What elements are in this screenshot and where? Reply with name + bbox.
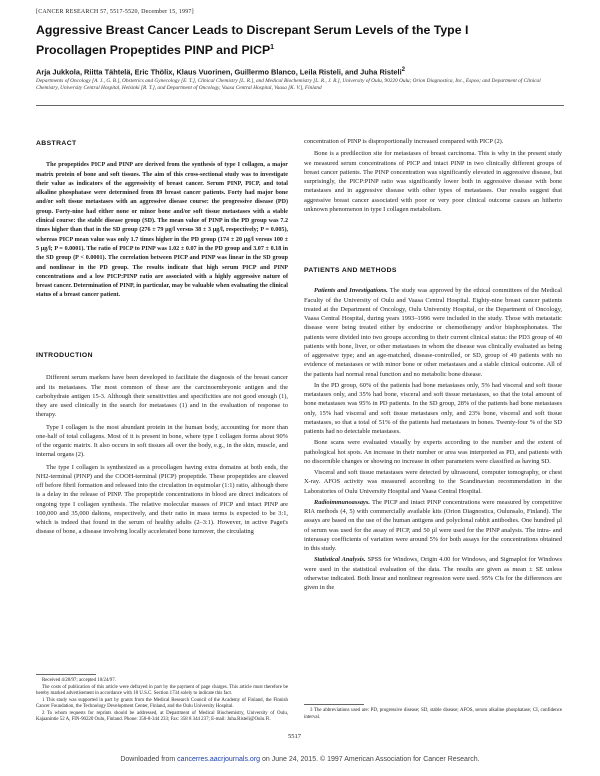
title-text: Aggressive Breast Cancer Leads to Discrepant Serum Levels of the Type I Procollagen Propeptides PINP and PICP [36,23,469,58]
methods-paragraph [304,498,562,554]
download-footer [0,756,600,763]
methods-paragraph: Bone scans were evaluated visually by experts according to the number and the extent of pathological hot spots. An increase in their number or area was interpreted as PD, and patients with no discernible changes or showing no increase in other parameters were classified as having SD. [304,439,562,465]
right-column [304,137,562,214]
abbreviations-text: 3 The abbreviations used are: PD, progressive disease; SD, stable disease; AFOS, serum alkaline phosphatase; CI, confidence interval. [304,708,562,720]
intro-paragraph: The type I collagen is synthesized as a procollagen having extra domains at both ends, the NH2-terminal (PINP) and the COOH-terminal (PICP) propeptide. These propeptides are cleaved off before fibril formation and released into the circulation in equimolar (1:1) ratio, although there is a delay in the release of PINP. The propeptide concentrations in blood are direct indicators of ongoing type I collagen synthesis. The relative molecular masses of PICP and intact PINP are 100,000 and 35,000 daltons, respectively, and their ratio in mass terms is expected to be 3:1, which is indeed that found in the serum of healthy adults (2–3:1). However, in active Paget's disease of bone, a disease involving locally accelerated bone turnover, the circulating [36,463,288,536]
methods-paragraph [304,286,562,379]
methods-heading: PATIENTS AND METHODS [304,267,397,274]
subsection-label: Patients and Investigations. [314,287,388,295]
abbreviations-footnote [304,708,562,721]
footnote-divider [36,674,96,675]
abstract-text: The propeptides PICP and PINP are derived from the synthesis of type I collagen, a major matrix protein of bone and soft tissues. The aim of this cross-sectional study was to investigate their value as indicators of the aggressivity of breast cancer. Serum PINP, PICP, and total alkaline phosphatase were determined from 89 breast cancer patients. Forty had major bone and/or soft tissue metastases with an aggressive disease course: the progressive disease (PD) group. Forty-nine had either none or minor bone and/or soft tissue metastases with a stable clinical course: the stable disease group (SD). The mean value of PINP in the PD group was 7.2 times higher than that in the SD group (276 ± 79 µg/l versus 38 ± 3 µg/l, respectively; P = 0.005), whereas PICP mean value was only 1.7 times higher in the PD group (174 ± 20 µg/l versus 100 ± 5 µg/l; P = 0.0001). The ratio of PICP to PINP was 1.02 ± 0.07 in the PD group and 3.07 ± 0.18 in the SD group (P < 0.0001). The correlation between PICP and PINP was linear in the SD group and nonlinear in the PD group. The results indicate that high serum PICP and PINP concentrations and a low PICP:PINP ratio are associated with a highly aggressive nature of breast cancer. Determination of PINP, in particular, may be valuable when evaluating the clinical status of a breast cancer patient. [36,162,288,299]
continued-paragraph: concentration of PINP is disproportionally increased compared with PICP (2). [304,138,504,145]
affiliations: Departments of Oncology [A. J., G. B.], Obstetrics and Gynecology [E. T.], Clinical Chemistry [L. R.], and Medical Biochemistry [L. R., J. R.], University of Oulu, 90220 Oulu; Orion Diagnostica, Inc., Espoo; and Department of Clinical Chemistry, University Central Hospital, Helsinki [R. T.], and Department of Oncology, Vaasa Central Hospital, Vaasa [K. V.], Finland [36,78,541,92]
methods-paragraph [304,555,562,592]
abstract-heading: ABSTRACT [36,140,77,147]
author-names: Arja Jukkola, Riitta Tähtelä, Eric Thölix, Klaus Vuorinen, Guillermo Blanco, Leila Risteli, and Juha Risteli [36,67,402,77]
methods-paragraph: Visceral and soft tissue metastases were detected by ultrasound, computer tomography, or chest X-ray. AFOS activity was measured according to the Scandinavian recommendation in the Laboratories of Oulu University Hospital and Vaasa Central Hospital. [304,469,562,495]
body-paragraph: Bone is a predilection site for metastases of breast carcinoma. This is why in the present study we measured serum concentrations of PICP and intact PINP in two clinically different groups of breast cancer patients. The PINP concentration was significantly elevated in aggressive disease, but surprisingly, the PICP:PINP ratio was significantly lower both in aggressive disease with bone metastases and in aggressive disease with other types of metastases. Our results suggest that aggressive breast cancer associated with poor or very poor clinical outcome causes an hitherto unknown phenomenon in type I collagen metabolism. [304,150,562,213]
intro-paragraph: Type I collagen is the most abundant protein in the human body, accounting for more than one-half of total collagens. Most of it is present in bone, where type I collagen forms about 90% of the organic matrix. It also occurs in soft tissues all over the body, e.g., in the skin, muscle, and internal organs (2). [36,423,288,459]
header-divider [36,105,564,106]
methods-section [304,266,562,592]
introduction-heading: INTRODUCTION [36,352,93,359]
abbrev-divider [304,704,364,705]
journal-link[interactable]: cancerres.aacrjournals.org [177,756,261,763]
introduction-section [36,351,288,537]
methods-text: SPSS for Windows, Origin 4.00 for Windows, and Sigmaplot for Windows were used in the statistical evaluation of the data. The results are given as mean ± SE unless otherwise indicated. Both linear and nonlinear regression were used. 95% CIs for the differences are given in the [304,556,562,591]
footer-prefix: Downloaded from [120,756,178,763]
author-list [36,65,564,77]
page-number: 5517 [288,733,301,740]
methods-text: The study was approved by the ethical committees of the Medical Faculty of the University of Oulu and Vaasa Central Hospital. Eighty-nine breast cancer patients treated at the Department of Oncology, Oulu University Hospital, or the Department of Oncology, Vaasa Central Hospital, during years 1993–1996 were included in the study. Those with metastatic disease were being treated either by endocrine or chemotherapy and/or bisphosphonates. The patients were divided into two groups according to their current clinical status: the PD3 group of 40 patients with bone, liver, or other metastases in whom the disease was clinically evaluated as being of aggressive type; and an age-matched, disease-controlled, or SD, group of 49 patients with no evidence of metastases or with minor bone or other metastases and a stable clinical outcome. All of the patients had normal renal function and no metabolic bone disease. [304,287,562,378]
footnotes [36,678,288,724]
subsection-label: Radioimmunoassays. [314,498,370,506]
methods-paragraph: In the PD group, 60% of the patients had bone metastases only, 5% had visceral and soft tissue metastases only, and 35% had bone, visceral and soft tissue metastases, so that the total amount of bone metastases was 95% in PD patients. In the SD group, 28% of the patients had bone metastases only, 15% had visceral and soft tissue metastases only, and 23% bone, visceral and soft tissue metastases, so that a total of 51% of the patients had metastases in bones. Twenty-four % of the SD patients had no detectable metastases. [304,381,562,435]
journal-header: [CANCER RESEARCH 57, 5517-5520, December 15, 1997] [36,9,194,15]
subsection-label: Statistical Analysis. [314,556,366,564]
footnote-received: Received 4/28/97; accepted 10/24/97. [42,678,116,683]
footnote-costs: The costs of publication of this article were defrayed in part by the payment of page charges. This article must therefore be hereby marked advertisement in accordance with 18 U.S.C. Section 1734 solely to indicate this fact. [36,684,288,696]
intro-paragraph: Different serum markers have been developed to facilitate the diagnosis of the breast cancer and its metastases. The most common of these are the carcinoembryonic antigen and the carbohydrate antigen 15-3. Although their sensitivities and specificities are not good enough (1), they are used clinically in the search for metastases (1) and in the evaluation of response to therapy. [36,374,288,419]
author-footnote-mark: 2 [401,66,406,73]
footnote-correspondence: 2 To whom requests for reprints should be addressed, at Department of Medical Biochemistry, University of Oulu, Kajaanintie 52 A, FIN-90220 Oulu, Finland. Phone: 358-8-344 233; Fax: 358 8 344 237; E-mail: Juha.Risteli@Oulu.Fi. [36,710,288,722]
footnote-support: 1 This study was supported in part by grants from the Medical Research Council of the Academy of Finland, the Finnish Cancer Foundation, the Technology Development Center, Finland, and the Oulu University Hospital. [36,697,288,709]
article-title [36,22,536,59]
footer-suffix: on June 24, 2015. © 1997 American Association for Cancer Research. [260,756,480,763]
title-footnote-mark: 1 [270,44,275,51]
left-column [36,139,288,301]
methods-text: The PICP and intact PINP concentrations were measured by competitive RIA methods (4, 5) with commercially available kits (Orion Diagnostica, Oulunsalo, Finland). The assays are based on the use of the human antigens and polyclonal rabbit antibodies. One hundred µl of serum was used for the assay of PICP, and 50 µl were used for the PINP analysis. The intra- and interassay coefficients of variation were around 5% for both assays for the concentrations obtained in this study. [304,498,563,552]
